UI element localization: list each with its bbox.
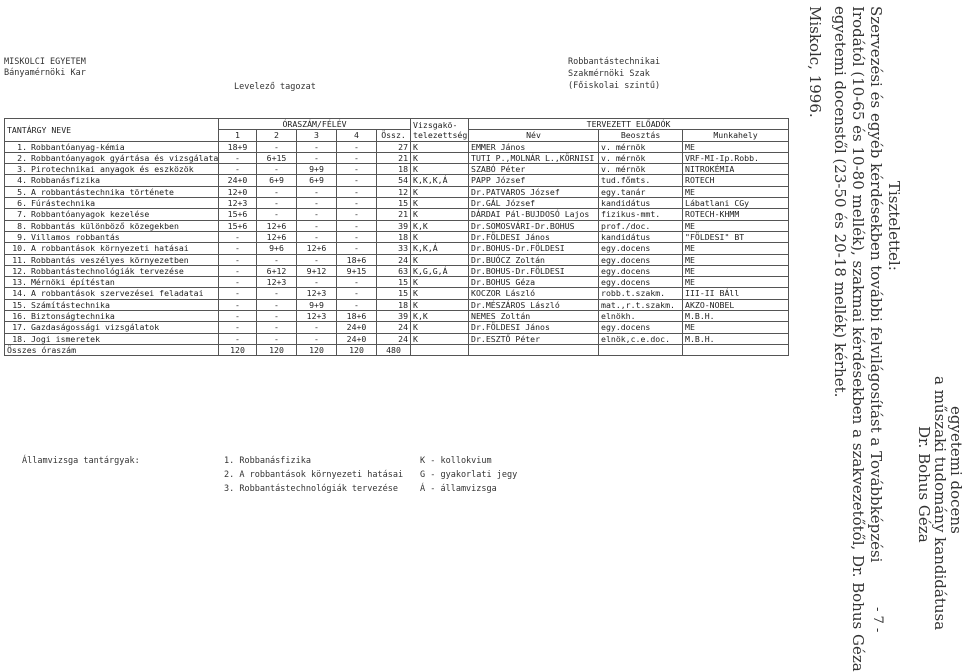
letter-line-3: egyetemi docenstől (23-50 és 20-18 mellék) kérhet. [831, 6, 849, 398]
cell-s2: - [257, 311, 297, 322]
column-header-sem-3: 3 [297, 130, 337, 141]
cell-v: K,K,Á [411, 243, 469, 254]
table-row [5, 231, 789, 242]
table-row [5, 164, 789, 175]
cell-s3: - [297, 152, 337, 163]
cell-s3: - [297, 141, 337, 152]
page-number: - 7 - [870, 607, 885, 633]
cell-sum: 15 [377, 198, 411, 209]
cell-s4: - [337, 231, 377, 242]
cell-sum: 63 [377, 265, 411, 276]
cell-sum: 18 [377, 231, 411, 242]
subject-cell: 11. Robbantás veszélyes környezetben [5, 254, 219, 265]
legend-item: K - kollokvium [420, 456, 492, 466]
cell-nev: EMMER János [469, 141, 599, 152]
cell-s1: - [219, 322, 257, 333]
cell-sum: 15 [377, 277, 411, 288]
cell-s4: - [337, 220, 377, 231]
legend-item: G - gyakorlati jegy [420, 470, 518, 480]
cell-s4: - [337, 299, 377, 310]
cell-mh: ME [683, 265, 789, 276]
place-date: Miskolc, 1996. [806, 6, 824, 118]
cell-s2: 6+9 [257, 175, 297, 186]
subject-cell: 1. Robbantóanyag-kémia [5, 141, 219, 152]
cell-s2: - [257, 322, 297, 333]
state-exam-item: 2. A robbantások környezeti hatásai [224, 470, 404, 480]
cell-s1: - [219, 277, 257, 288]
cell-v: K [411, 288, 469, 299]
cell-nev: PAPP József [469, 175, 599, 186]
cell-s1: - [219, 311, 257, 322]
cell-nev: Dr.MÉSZÁROS László [469, 299, 599, 310]
cell-s1: 18+9 [219, 141, 257, 152]
cell-s4: - [337, 175, 377, 186]
university-name: MISKOLCI EGYETEM [4, 57, 86, 67]
cell-nev: NEMES Zoltán [469, 311, 599, 322]
subject-cell: 7. Robbantóanyagok kezelése [5, 209, 219, 220]
faculty-name: Bányamérnöki Kar [4, 68, 86, 78]
cell-nev: Dr.SOMOSVÁRI-Dr.BOHUS [469, 220, 599, 231]
column-header-sem-1: 1 [219, 130, 257, 141]
subject-cell: 6. Fúrástechnika [5, 198, 219, 209]
cell-s4: - [337, 186, 377, 197]
cell-nev: TUTI P.,MOLNÁR L.,KÖRNISI [469, 152, 599, 163]
cell-nev: Dr.BOHUS-Dr.FÖLDESI [469, 243, 599, 254]
cell-s1: - [219, 265, 257, 276]
cell-s1: 24+0 [219, 175, 257, 186]
cell-s2: 6+12 [257, 265, 297, 276]
cell-s3: - [297, 198, 337, 209]
column-header-total: Össz. [377, 130, 411, 141]
cell-sum: 39 [377, 311, 411, 322]
subject-cell: 10. A robbantások környezeti hatásai [5, 243, 219, 254]
cell-v: K,K [411, 311, 469, 322]
cell-s3: - [297, 277, 337, 288]
cell-mh: M.B.H. [683, 311, 789, 322]
cell-v: K [411, 209, 469, 220]
cell-s2: 9+6 [257, 243, 297, 254]
cell-sum: 21 [377, 152, 411, 163]
cell-s3: - [297, 231, 337, 242]
cell-s1: - [219, 299, 257, 310]
total-sem-2: 120 [257, 344, 297, 355]
cell-beo: egy.docens [599, 322, 683, 333]
specialization-line1: Robbantástechnikai [568, 57, 661, 67]
table-row [5, 265, 789, 276]
table-row [5, 152, 789, 163]
cell-s1: - [219, 152, 257, 163]
table-row [5, 186, 789, 197]
cell-s2: 12+6 [257, 231, 297, 242]
cell-nev: Dr.BOHUS-Dr.FÖLDESI [469, 265, 599, 276]
cell-mh: "FÖLDESI" BT [683, 231, 789, 242]
cell-nev: Dr.ESZTŐ Péter [469, 333, 599, 344]
cell-sum: 54 [377, 175, 411, 186]
cell-v: K [411, 186, 469, 197]
column-header-subject: TANTÁRGY NEVE [5, 119, 219, 142]
subject-cell: 4. Robbanásfizika [5, 175, 219, 186]
cell-v: K,G,G,Á [411, 265, 469, 276]
cell-s2: - [257, 299, 297, 310]
column-header-sem-4: 4 [337, 130, 377, 141]
cell-beo: v. mérnök [599, 152, 683, 163]
cell-s3: 9+12 [297, 265, 337, 276]
table-row [5, 299, 789, 310]
cell-v: K [411, 164, 469, 175]
cell-v: K [411, 277, 469, 288]
cell-nev: Dr.FÖLDESI János [469, 231, 599, 242]
table-row [5, 175, 789, 186]
cell-s1: - [219, 243, 257, 254]
table-row [5, 333, 789, 344]
table-row [5, 243, 789, 254]
curriculum-table [4, 118, 789, 356]
cell-nev: Dr.BOHUS Géza [469, 277, 599, 288]
state-exam-item: 1. Robbanásfizika [224, 456, 311, 466]
cell-sum: 24 [377, 322, 411, 333]
column-header-exam: Vizsgakö- telezettség [411, 119, 469, 142]
legend-item: Á - államvizsga [420, 484, 497, 494]
total-sem-3: 120 [297, 344, 337, 355]
specialization-line3: (Főiskolai szintű) [568, 81, 661, 91]
cell-s2: - [257, 333, 297, 344]
cell-sum: 18 [377, 164, 411, 175]
column-header-sem-2: 2 [257, 130, 297, 141]
subject-cell: 16. Biztonságtechnika [5, 311, 219, 322]
subject-cell: 17. Gazdaságossági vizsgálatok [5, 322, 219, 333]
cell-beo: egy.docens [599, 243, 683, 254]
cell-mh: ROTECH [683, 175, 789, 186]
column-header-hours: ÓRASZÁM/FÉLÉV [219, 119, 411, 130]
cell-v: K [411, 198, 469, 209]
cell-v: K [411, 254, 469, 265]
cell-s2: - [257, 141, 297, 152]
cell-s3: - [297, 186, 337, 197]
total-sum: 480 [377, 344, 411, 355]
cell-sum: 15 [377, 288, 411, 299]
subject-cell: 3. Pirotechnikai anyagok és eszközök [5, 164, 219, 175]
cell-beo: egy.docens [599, 277, 683, 288]
cell-beo: v. mérnök [599, 164, 683, 175]
cell-s2: - [257, 164, 297, 175]
cell-s1: 15+6 [219, 220, 257, 231]
cell-beo: prof./doc. [599, 220, 683, 231]
cell-beo: elnökh. [599, 311, 683, 322]
subject-cell: 9. Villamos robbantás [5, 231, 219, 242]
subject-cell: 2. Robbantóanyagok gyártása és vizsgálata [5, 152, 219, 163]
cell-mh: ME [683, 254, 789, 265]
total-label: Összes óraszám [5, 344, 219, 355]
subject-cell: 14. A robbantások szervezései feladatai [5, 288, 219, 299]
cell-s2: - [257, 209, 297, 220]
signature-name: Dr. Bohus Géza [915, 426, 933, 543]
cell-nev: SZABÓ Péter [469, 164, 599, 175]
cell-s4: 9+15 [337, 265, 377, 276]
cell-mh: ME [683, 141, 789, 152]
signature-title-1: a műszaki tudomány kandidátusa [931, 376, 949, 631]
cell-s1: - [219, 333, 257, 344]
cell-beo: mat.,r.t.szakm. [599, 299, 683, 310]
cell-s3: 9+9 [297, 164, 337, 175]
subject-cell: 8. Robbantás különböző közegekben [5, 220, 219, 231]
subject-cell: 13. Mérnöki építéstan [5, 277, 219, 288]
cell-s3: - [297, 333, 337, 344]
cell-s4: - [337, 141, 377, 152]
cell-beo: kandidátus [599, 198, 683, 209]
cell-mh: ME [683, 277, 789, 288]
cell-s4: - [337, 152, 377, 163]
cell-s4: 18+6 [337, 254, 377, 265]
cell-nev: Dr.FÖLDESI János [469, 322, 599, 333]
cell-mh: ME [683, 322, 789, 333]
cell-mh: NITROKÉMIA [683, 164, 789, 175]
state-exam-item: 3. Robbantástechnológiák tervezése [224, 484, 398, 494]
cell-s2: - [257, 198, 297, 209]
cell-nev: Dr.BUÓCZ Zoltán [469, 254, 599, 265]
subject-cell: 5. A robbantástechnika története [5, 186, 219, 197]
cell-s1: 12+0 [219, 186, 257, 197]
cell-s2: 12+3 [257, 277, 297, 288]
cell-mh: ME [683, 220, 789, 231]
cell-nev: Dr.GÁL József [469, 198, 599, 209]
letter-line-2: Irodától (10-65 és 10-80 mellék), szakmai kérdésekben a szakvezetőtől, Dr. Bohus Géza [849, 6, 867, 672]
cell-nev: DÁRDAI Pál-BUJDOSÓ Lajos [469, 209, 599, 220]
cell-s3: 12+3 [297, 311, 337, 322]
table-row [5, 198, 789, 209]
cell-v: K [411, 141, 469, 152]
subject-cell: 18. Jogi ismeretek [5, 333, 219, 344]
cell-mh: ROTECH-KHMM [683, 209, 789, 220]
cell-mh: Lábatlani CGy [683, 198, 789, 209]
cell-sum: 27 [377, 141, 411, 152]
cell-v: K [411, 333, 469, 344]
cell-v: K,K,K,Á [411, 175, 469, 186]
cell-s2: - [257, 186, 297, 197]
cell-s3: 9+9 [297, 299, 337, 310]
cell-beo: v. mérnök [599, 141, 683, 152]
subject-cell: 12. Robbantástechnológiák tervezése [5, 265, 219, 276]
cell-mh: III-II BÁll [683, 288, 789, 299]
cell-s3: - [297, 220, 337, 231]
table-row [5, 254, 789, 265]
column-header-workplace: Munkahely [683, 130, 789, 141]
cell-beo: egy.docens [599, 254, 683, 265]
cell-s3: 12+6 [297, 243, 337, 254]
cell-mh: M.B.H. [683, 333, 789, 344]
cell-sum: 21 [377, 209, 411, 220]
cell-s3: 12+3 [297, 288, 337, 299]
column-header-position: Beosztás [599, 130, 683, 141]
cell-s3: - [297, 209, 337, 220]
table-row [5, 141, 789, 152]
column-header-lecturers: TERVEZETT ELŐADÓK [469, 119, 789, 130]
table-row [5, 288, 789, 299]
cell-mh: VRF-MI-Ip.Robb. [683, 152, 789, 163]
cell-sum: 24 [377, 254, 411, 265]
cell-s2: - [257, 288, 297, 299]
cell-nev: Dr.PATVAROS József [469, 186, 599, 197]
state-exam-list [224, 454, 403, 496]
cell-beo: egy.tanár [599, 186, 683, 197]
cell-beo: kandidátus [599, 231, 683, 242]
specialization-line2: Szakmérnöki Szak [568, 69, 650, 79]
cell-nev: KOCZOR László [469, 288, 599, 299]
cell-s1: 15+6 [219, 209, 257, 220]
cell-mh: ME [683, 186, 789, 197]
cell-s4: 24+0 [337, 333, 377, 344]
cell-beo: fizikus-mmt. [599, 209, 683, 220]
cell-beo: elnök,c.e.doc. [599, 333, 683, 344]
table-row [5, 277, 789, 288]
cell-beo: tud.főmts. [599, 175, 683, 186]
cell-v: K [411, 299, 469, 310]
cell-s3: 6+9 [297, 175, 337, 186]
cell-s4: 18+6 [337, 311, 377, 322]
cell-s3: - [297, 254, 337, 265]
cell-s4: 24+0 [337, 322, 377, 333]
table-row [5, 311, 789, 322]
cell-sum: 33 [377, 243, 411, 254]
cell-sum: 24 [377, 333, 411, 344]
total-sem-4: 120 [337, 344, 377, 355]
legend [420, 454, 517, 496]
table-row [5, 322, 789, 333]
rotated-letter [804, 6, 965, 672]
cell-s4: - [337, 243, 377, 254]
cell-v: K [411, 231, 469, 242]
cell-s1: 12+3 [219, 198, 257, 209]
cell-s3: - [297, 322, 337, 333]
cell-s1: - [219, 231, 257, 242]
cell-s4: - [337, 164, 377, 175]
cell-sum: 18 [377, 299, 411, 310]
cell-s1: - [219, 254, 257, 265]
letter-line-1: Szervezési és egyéb kérdésekben további felvilágosítást a Továbbképzési [867, 6, 885, 563]
cell-s4: - [337, 198, 377, 209]
table-row [5, 209, 789, 220]
department-label: Levelező tagozat [234, 82, 316, 92]
total-sem-1: 120 [219, 344, 257, 355]
cell-s1: - [219, 164, 257, 175]
state-exam-label: Államvizsga tantárgyak: [22, 456, 140, 466]
cell-mh: ME [683, 243, 789, 254]
cell-mh: AKZO-NOBEL [683, 299, 789, 310]
cell-beo: robb.t.szakm. [599, 288, 683, 299]
cell-sum: 39 [377, 220, 411, 231]
cell-s2: 6+15 [257, 152, 297, 163]
cell-s4: - [337, 288, 377, 299]
table-row [5, 220, 789, 231]
cell-s4: - [337, 209, 377, 220]
subject-cell: 15. Számítástechnika [5, 299, 219, 310]
greeting: Tisztelettel: [885, 181, 903, 271]
cell-s2: - [257, 254, 297, 265]
cell-v: K [411, 322, 469, 333]
cell-s2: 12+6 [257, 220, 297, 231]
signature-title-2: egyetemi docens [947, 406, 965, 534]
cell-sum: 12 [377, 186, 411, 197]
cell-s4: - [337, 277, 377, 288]
cell-beo: egy.docens [599, 265, 683, 276]
column-header-name: Név [469, 130, 599, 141]
cell-s1: - [219, 288, 257, 299]
cell-v: K [411, 152, 469, 163]
cell-v: K,K [411, 220, 469, 231]
